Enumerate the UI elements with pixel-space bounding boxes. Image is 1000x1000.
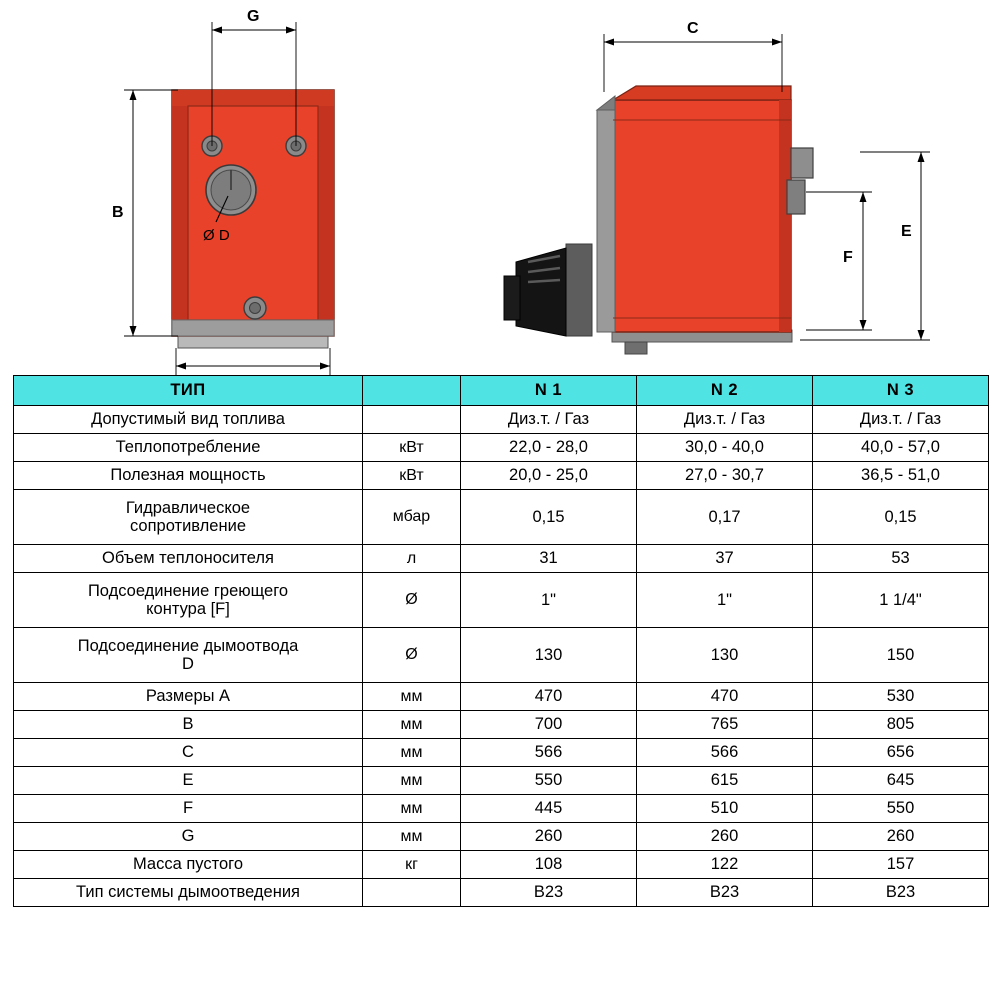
row-value-n1: В23: [461, 879, 637, 907]
header-n3: N 3: [813, 376, 989, 406]
row-label: [14, 573, 363, 628]
row-value-n2: 615: [637, 767, 813, 795]
label-f-side: F: [843, 249, 853, 266]
row-value-n3: 260: [813, 823, 989, 851]
label-b-front: B: [112, 204, 124, 221]
row-label: [14, 406, 363, 434]
row-value-n2: 27,0 - 30,7: [637, 462, 813, 490]
row-value-n2: 30,0 - 40,0: [637, 434, 813, 462]
row-value-n1: 31: [461, 545, 637, 573]
drawing-svg: [0, 0, 1000, 375]
row-value-n3: 150: [813, 628, 989, 683]
table-row: [14, 823, 989, 851]
row-label-line: G: [181, 827, 195, 846]
table-row: [14, 628, 989, 683]
row-value-n3: 656: [813, 739, 989, 767]
row-value-n2: 470: [637, 683, 813, 711]
row-label: [14, 879, 363, 907]
label-diameter-d: Ø D: [203, 227, 230, 244]
row-unit: л: [363, 545, 461, 573]
row-value-n1: 108: [461, 851, 637, 879]
burner-unit: [504, 244, 592, 336]
row-value-n2: 0,17: [637, 490, 813, 545]
row-value-n1: 470: [461, 683, 637, 711]
row-unit: кВт: [363, 462, 461, 490]
row-label-line: B: [182, 715, 194, 734]
row-label: [14, 823, 363, 851]
row-value-n3: 157: [813, 851, 989, 879]
boiler-technical-drawing: [0, 0, 1000, 375]
row-value-n3: 36,5 - 51,0: [813, 462, 989, 490]
row-value-n3: 0,15: [813, 490, 989, 545]
row-value-n2: 510: [637, 795, 813, 823]
row-value-n2: 765: [637, 711, 813, 739]
label-c-side: C: [687, 20, 699, 37]
row-label: [14, 711, 363, 739]
row-unit: мм: [363, 739, 461, 767]
table-row: [14, 573, 989, 628]
row-value-n3: 550: [813, 795, 989, 823]
row-value-n1: Диз.т. / Газ: [461, 406, 637, 434]
table-row: [14, 851, 989, 879]
table-body: [14, 406, 989, 907]
table-row: [14, 406, 989, 434]
row-label: [14, 683, 363, 711]
row-unit: кг: [363, 851, 461, 879]
front-view: [112, 8, 334, 375]
row-label-line: E: [182, 771, 194, 790]
row-label-line: C: [182, 743, 194, 762]
row-label-line: Подсоединение греющего: [87, 581, 289, 600]
table-row: [14, 490, 989, 545]
row-label-line: Допустимый вид топлива: [91, 410, 285, 429]
row-value-n2: 122: [637, 851, 813, 879]
table-row: [14, 795, 989, 823]
table-row: [14, 767, 989, 795]
row-value-n1: 260: [461, 823, 637, 851]
row-label-line: сопротивление: [129, 517, 246, 535]
row-label: [14, 795, 363, 823]
row-unit: Ø: [363, 573, 461, 628]
row-value-n1: 566: [461, 739, 637, 767]
row-label: [14, 739, 363, 767]
row-unit: кВт: [363, 434, 461, 462]
row-label: [14, 490, 363, 545]
row-value-n2: В23: [637, 879, 813, 907]
row-value-n1: 22,0 - 28,0: [461, 434, 637, 462]
row-value-n1: 1": [461, 573, 637, 628]
row-unit: мм: [363, 767, 461, 795]
row-value-n1: 0,15: [461, 490, 637, 545]
row-label-line: Тип системы дымоотведения: [76, 883, 300, 902]
row-label-line: F: [182, 799, 194, 818]
side-view: [504, 20, 930, 354]
row-value-n1: 130: [461, 628, 637, 683]
label-g-front: G: [247, 8, 260, 25]
row-label-line: Гидравлическое: [125, 498, 251, 517]
row-value-n3: В23: [813, 879, 989, 907]
row-label: [14, 628, 363, 683]
table-row: [14, 434, 989, 462]
row-value-n2: 1": [637, 573, 813, 628]
row-label: [14, 434, 363, 462]
row-value-n2: 260: [637, 823, 813, 851]
row-label: [14, 545, 363, 573]
header-type: ТИП: [14, 376, 363, 406]
header-n1: N 1: [461, 376, 637, 406]
row-unit: мм: [363, 711, 461, 739]
row-label-line: Подсоединение дымоотвода: [77, 636, 299, 655]
row-label-line: Объем теплоносителя: [102, 549, 274, 568]
row-unit: мм: [363, 683, 461, 711]
table-row: [14, 545, 989, 573]
row-unit: Ø: [363, 628, 461, 683]
row-value-n3: 645: [813, 767, 989, 795]
row-value-n3: 53: [813, 545, 989, 573]
row-value-n3: 40,0 - 57,0: [813, 434, 989, 462]
table-row: [14, 879, 989, 907]
table-row: [14, 683, 989, 711]
row-value-n1: 445: [461, 795, 637, 823]
row-value-n1: 550: [461, 767, 637, 795]
row-label-line: Размеры A: [145, 687, 231, 706]
row-value-n1: 20,0 - 25,0: [461, 462, 637, 490]
table-row: [14, 711, 989, 739]
row-label-line: D: [182, 655, 194, 673]
specifications-table: [13, 375, 989, 907]
header-n2: N 2: [637, 376, 813, 406]
row-label: [14, 462, 363, 490]
row-label-line: Масса пустого: [133, 855, 243, 874]
table-row: [14, 739, 989, 767]
row-value-n2: Диз.т. / Газ: [637, 406, 813, 434]
table-header-row: [14, 376, 989, 406]
row-value-n2: 37: [637, 545, 813, 573]
row-unit: мбар: [363, 490, 461, 545]
row-value-n2: 130: [637, 628, 813, 683]
table-row: [14, 462, 989, 490]
row-unit: мм: [363, 795, 461, 823]
row-label-line: Теплопотребление: [115, 438, 261, 457]
row-label-line: Полезная мощность: [110, 466, 266, 485]
row-unit: [363, 879, 461, 907]
row-value-n3: 805: [813, 711, 989, 739]
row-value-n3: Диз.т. / Газ: [813, 406, 989, 434]
row-label-line: контура [F]: [146, 600, 230, 618]
row-label: [14, 851, 363, 879]
header-unit: [363, 376, 461, 406]
label-e-side: E: [901, 223, 912, 240]
row-unit: [363, 406, 461, 434]
row-value-n3: 1 1/4": [813, 573, 989, 628]
row-unit: мм: [363, 823, 461, 851]
row-value-n2: 566: [637, 739, 813, 767]
row-value-n1: 700: [461, 711, 637, 739]
row-label: [14, 767, 363, 795]
row-value-n3: 530: [813, 683, 989, 711]
